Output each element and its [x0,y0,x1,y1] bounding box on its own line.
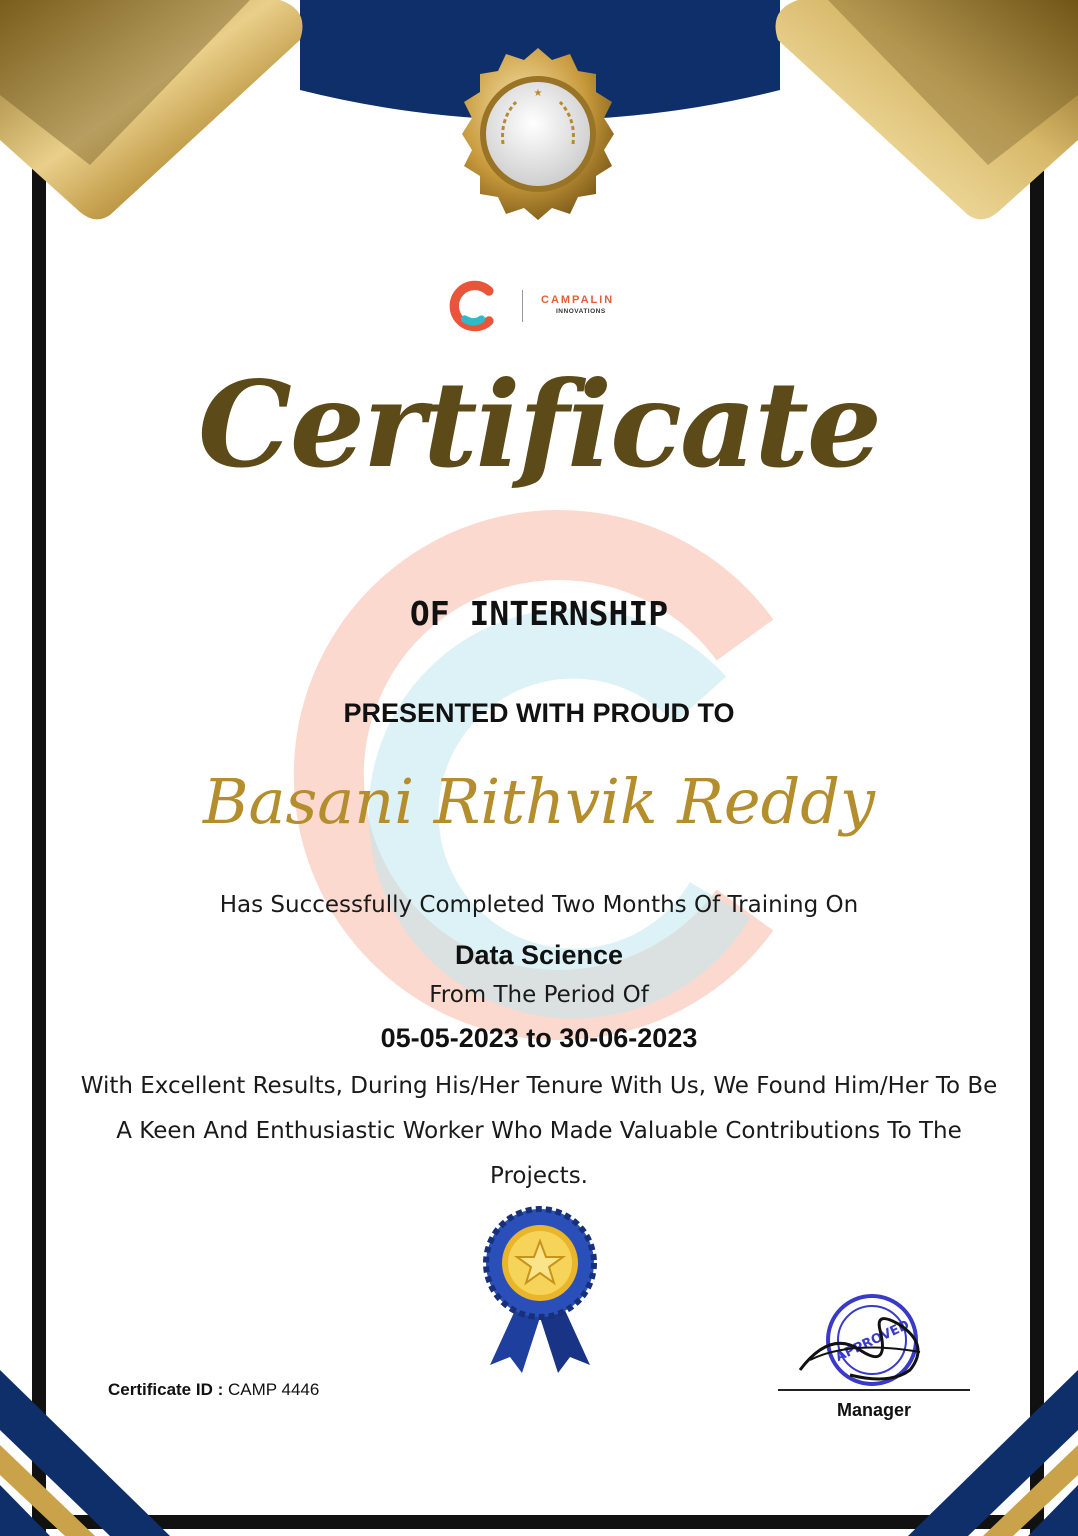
certificate-id [108,1380,319,1400]
completion-text: Has Successfully Completed Two Months Of Training On [219,892,859,918]
date-range: 05-05-2023 to 30-06-2023 [380,1023,698,1053]
svg-text:APPROVED: APPROVED [833,1317,912,1365]
certificate-id-label: Certificate ID : [108,1380,224,1399]
approved-stamp-icon [790,1290,950,1400]
recipient-name: Basani Rithvik Reddy [202,765,876,838]
certificate-title: Certificate [198,355,880,494]
seal-medal-icon [448,44,628,224]
course-name: Data Science [454,940,624,970]
period-label: From The Period Of [429,982,649,1008]
certificate-id-value: CAMP 4446 [227,1380,320,1399]
award-ribbon-icon [480,1205,600,1375]
signature-line [778,1389,970,1391]
brand-name: CAMPALIN [541,294,615,306]
certificate-paragraph: With Excellent Results, During His/Her Tenure With Us, We Found Him/Her To Be A Keen And Enthusiastic Worker Who Made Valuable Contributions To The Projects. [80,1073,998,1189]
certificate-subtitle: OF INTERNSHIP [409,594,669,633]
campalin-logo-icon [446,278,502,334]
signatory-title: Manager [836,1400,912,1420]
brand-subtitle: INNOVATIONS [556,308,606,315]
presented-label: PRESENTED WITH PROUD TO [343,698,735,728]
logo-divider [522,290,523,322]
svg-text:★: ★ [533,88,543,99]
